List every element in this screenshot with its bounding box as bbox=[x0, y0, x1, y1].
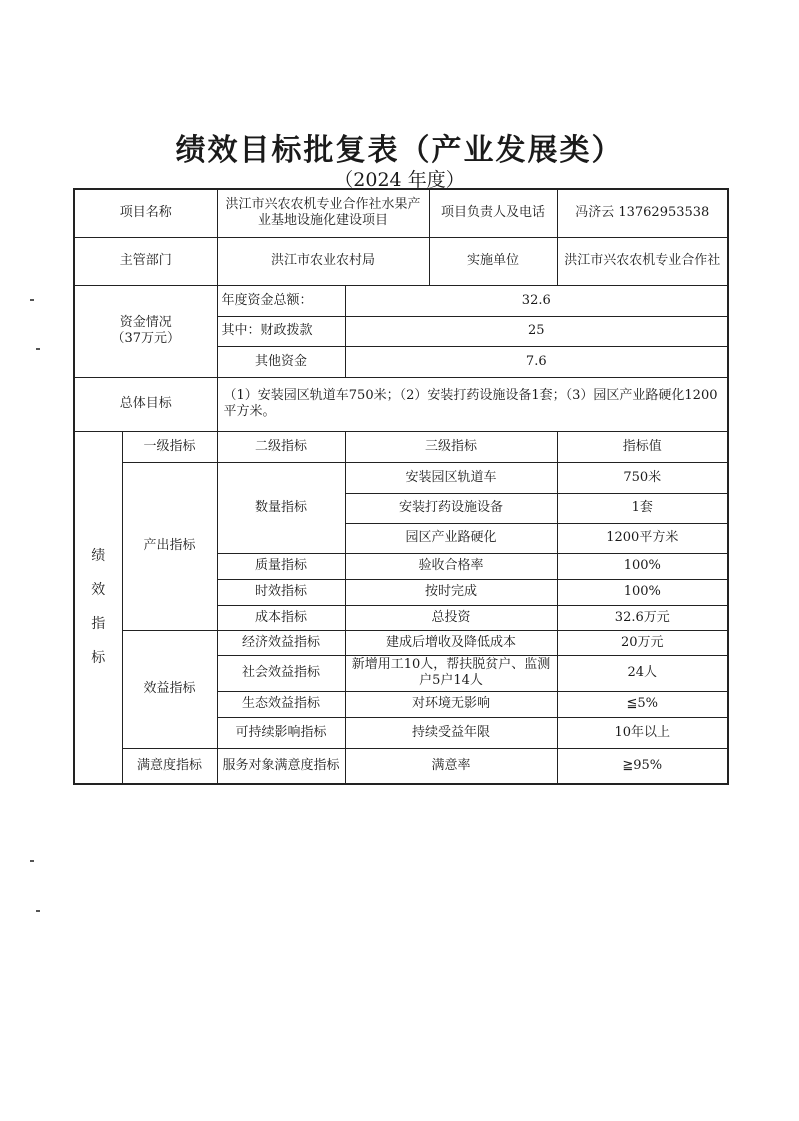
year-subtitle: （2024 年度） bbox=[334, 169, 465, 191]
header-value: 指标值 bbox=[557, 431, 728, 462]
satisfaction-indicator-label: 满意度指标 bbox=[122, 748, 217, 784]
indicator-name: 安装园区轨道车 bbox=[345, 462, 557, 493]
funds-row-label: 年度资金总额： bbox=[217, 285, 345, 316]
indicator-value: 1套 bbox=[557, 493, 728, 523]
scan-speck bbox=[36, 348, 40, 350]
benefit-indicator-label: 效益指标 bbox=[122, 630, 217, 748]
header-level3: 三级指标 bbox=[345, 431, 557, 462]
impl-unit-value: 洪江市兴农农机专业合作社 bbox=[557, 237, 728, 285]
page-title: 绩效目标批复表（产业发展类） bbox=[175, 133, 624, 168]
cost-indicator-label: 成本指标 bbox=[217, 605, 345, 630]
ecological-indicator-label: 生态效益指标 bbox=[217, 691, 345, 717]
indicator-name: 对环境无影响 bbox=[345, 691, 557, 717]
quantity-indicator-label: 数量指标 bbox=[217, 462, 345, 553]
performance-target-table bbox=[73, 188, 729, 785]
indicator-name: 建成后增收及降低成本 bbox=[345, 630, 557, 655]
service-satisfaction-label: 服务对象满意度指标 bbox=[217, 748, 345, 784]
side-char: 效 bbox=[91, 582, 106, 599]
indicator-name: 园区产业路硬化 bbox=[345, 523, 557, 553]
scan-speck bbox=[30, 860, 34, 862]
overall-goal-text: （1）安装园区轨道车750米；（2）安装打药设施设备1套；（3）园区产业路硬化1200平方米。 bbox=[217, 377, 728, 431]
funds-label-cell bbox=[74, 285, 217, 377]
contact-label: 项目负责人及电话 bbox=[429, 189, 557, 237]
scan-speck bbox=[30, 299, 34, 301]
indicator-name: 按时完成 bbox=[345, 579, 557, 605]
indicator-value: 24人 bbox=[557, 655, 728, 691]
header-level1: 一级指标 bbox=[122, 431, 217, 462]
indicator-value: 750米 bbox=[557, 462, 728, 493]
indicator-value: 1200平方米 bbox=[557, 523, 728, 553]
indicator-value: 10年以上 bbox=[557, 717, 728, 748]
indicator-value: 32.6万元 bbox=[557, 605, 728, 630]
indicator-value: ≦5% bbox=[557, 691, 728, 717]
funds-row-value: 7.6 bbox=[345, 346, 728, 377]
indicator-name: 持续受益年限 bbox=[345, 717, 557, 748]
indicator-value: 100% bbox=[557, 553, 728, 579]
funds-row-label: 其中：财政拨款 bbox=[217, 316, 345, 346]
side-char: 绩 bbox=[91, 548, 106, 565]
dept-label: 主管部门 bbox=[74, 237, 217, 285]
funds-row-value: 25 bbox=[345, 316, 728, 346]
quality-indicator-label: 质量指标 bbox=[217, 553, 345, 579]
side-char: 指 bbox=[91, 616, 106, 633]
side-char: 标 bbox=[91, 650, 106, 667]
performance-side-label bbox=[74, 431, 122, 784]
timeliness-indicator-label: 时效指标 bbox=[217, 579, 345, 605]
social-indicator-label: 社会效益指标 bbox=[217, 655, 345, 691]
sustainability-indicator-label: 可持续影响指标 bbox=[217, 717, 345, 748]
overall-goal-label: 总体目标 bbox=[74, 377, 217, 431]
funds-row-label: 其他资金 bbox=[217, 346, 345, 377]
indicator-name: 满意率 bbox=[345, 748, 557, 784]
output-indicator-label: 产出指标 bbox=[122, 462, 217, 630]
indicator-name: 验收合格率 bbox=[345, 553, 557, 579]
project-name-value: 洪江市兴农农机专业合作社水果产业基地设施化建设项目 bbox=[217, 189, 429, 237]
indicator-value: 20万元 bbox=[557, 630, 728, 655]
contact-value: 冯济云 13762953538 bbox=[557, 189, 728, 237]
indicator-name: 新增用工10人，帮扶脱贫户、监测户5户14人 bbox=[345, 655, 557, 691]
impl-unit-label: 实施单位 bbox=[429, 237, 557, 285]
funds-row-value: 32.6 bbox=[345, 285, 728, 316]
economic-indicator-label: 经济效益指标 bbox=[217, 630, 345, 655]
dept-value: 洪江市农业农村局 bbox=[217, 237, 429, 285]
scan-speck bbox=[36, 910, 40, 912]
project-name-label: 项目名称 bbox=[74, 189, 217, 237]
funds-total: （37万元） bbox=[111, 331, 181, 346]
funds-label: 资金情况 bbox=[119, 315, 172, 330]
header-level2: 二级指标 bbox=[217, 431, 345, 462]
indicator-name: 总投资 bbox=[345, 605, 557, 630]
indicator-value: 100% bbox=[557, 579, 728, 605]
indicator-name: 安装打药设施设备 bbox=[345, 493, 557, 523]
indicator-value: ≧95% bbox=[557, 748, 728, 784]
